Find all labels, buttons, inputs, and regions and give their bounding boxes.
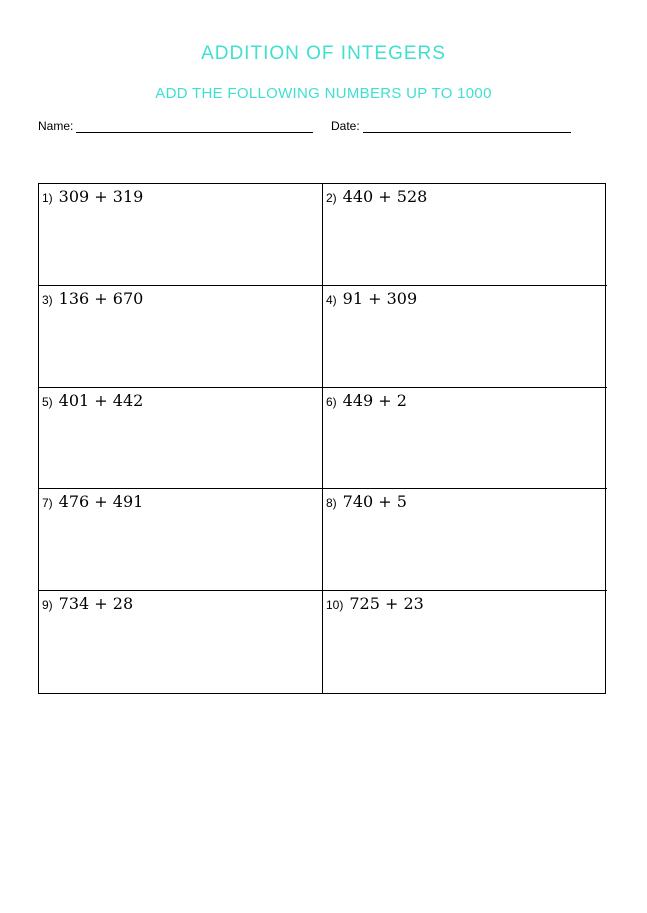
date-line[interactable] <box>363 119 571 133</box>
name-label: Name: <box>38 119 74 133</box>
problem-expression: 725 + 23 <box>349 594 424 614</box>
problem-number: 9) <box>42 598 53 613</box>
problem-cell[interactable] <box>323 286 607 388</box>
problem-cell[interactable] <box>39 184 323 286</box>
problem-expression: 449 + 2 <box>342 390 407 410</box>
worksheet-subtitle: ADD THE FOLLOWING NUMBERS UP TO 1000 <box>155 85 492 102</box>
problem-number: 6) <box>326 394 337 409</box>
problem-expression: 91 + 309 <box>342 288 418 308</box>
problem-number: 3) <box>42 292 53 307</box>
problem-expression: 440 + 528 <box>342 187 428 206</box>
problem-cell[interactable] <box>39 489 323 591</box>
date-label: Date: <box>331 119 360 133</box>
student-info-row <box>38 119 618 137</box>
problem-expression: 136 + 670 <box>58 288 144 308</box>
problem-expression: 740 + 5 <box>342 492 407 512</box>
problem-grid <box>38 183 606 694</box>
problem-number: 8) <box>326 496 337 511</box>
problem-cell[interactable] <box>323 184 607 286</box>
problem-expression: 309 + 319 <box>58 187 144 206</box>
problem-number: 10) <box>326 598 344 613</box>
problem-number: 1) <box>42 191 53 205</box>
name-field[interactable] <box>38 119 313 133</box>
problem-expression: 401 + 442 <box>58 390 144 410</box>
problem-cell[interactable] <box>39 286 323 388</box>
problem-number: 2) <box>326 191 337 205</box>
problem-cell[interactable] <box>323 388 607 490</box>
date-field[interactable] <box>331 119 571 133</box>
problem-number: 7) <box>42 496 53 511</box>
problem-cell[interactable] <box>323 489 607 591</box>
problem-expression: 476 + 491 <box>58 492 144 512</box>
problem-cell[interactable] <box>39 388 323 490</box>
problem-cell[interactable] <box>39 591 323 693</box>
problem-number: 4) <box>326 292 337 307</box>
name-line[interactable] <box>76 119 313 133</box>
problem-cell[interactable] <box>323 591 607 693</box>
worksheet-title: ADDITION OF INTEGERS <box>201 43 446 64</box>
problem-expression: 734 + 28 <box>58 594 134 614</box>
problem-number: 5) <box>42 394 53 409</box>
